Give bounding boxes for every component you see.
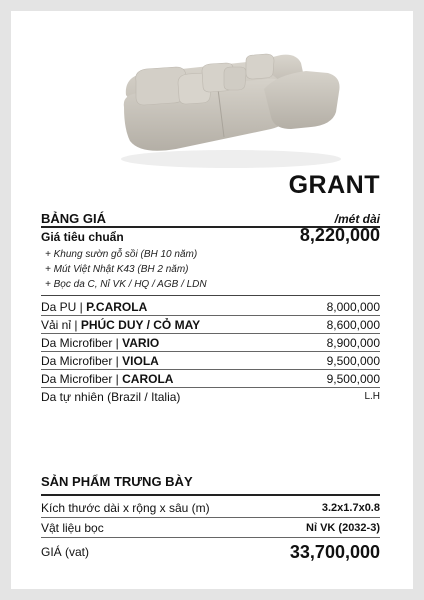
table-row — [41, 388, 380, 405]
product-name: GRANT — [288, 171, 380, 199]
table-row — [41, 352, 380, 370]
table-row — [41, 334, 380, 352]
display-price-label: GIÁ (vat) — [41, 545, 90, 559]
material-price: 8,000,000 — [326, 299, 380, 314]
table-row — [41, 518, 380, 538]
size-label: Kích thước dài x rộng x sâu (m) — [41, 500, 210, 515]
unit-note: /mét dài — [334, 212, 380, 226]
price-list-title: BẢNG GIÁ — [41, 211, 106, 226]
table-row — [41, 316, 380, 334]
material-price: 9,500,000 — [326, 353, 380, 368]
table-row — [41, 538, 380, 566]
price-sheet — [11, 11, 413, 589]
material-price: 8,600,000 — [326, 317, 380, 332]
material-name: Vải nỉ | PHÚC DUY / CỎ MAY — [41, 317, 201, 332]
list-item: + Bọc da C, Nỉ VK / HQ / AGB / LDN — [45, 279, 207, 290]
material-price: 8,900,000 — [326, 335, 380, 350]
table-row — [41, 298, 380, 316]
material-value: Nỉ VK (2032-3) — [306, 521, 380, 534]
display-table — [41, 498, 380, 566]
divider — [41, 494, 380, 496]
standard-price-label: Giá tiêu chuẩn — [41, 230, 124, 244]
table-row — [41, 370, 380, 388]
list-item: + Mút Việt Nhật K43 (BH 2 năm) — [45, 264, 189, 275]
list-item: + Khung sườn gỗ sồi (BH 10 năm) — [45, 249, 198, 260]
material-label: Vật liệu bọc — [41, 520, 104, 535]
table-row — [41, 498, 380, 518]
standard-price-value: 8,220,000 — [299, 225, 380, 245]
display-product-title: SẢN PHẨM TRƯNG BÀY — [41, 474, 193, 489]
price-table — [41, 298, 380, 405]
material-price: L.H — [364, 391, 380, 402]
divider — [41, 295, 380, 296]
material-name: Da Microfiber | CAROLA — [41, 371, 174, 386]
display-price-value: 33,700,000 — [289, 541, 380, 562]
feature-list — [45, 247, 207, 292]
material-name: Da Microfiber | VIOLA — [41, 353, 159, 368]
material-name: Da PU | P.CAROLA — [41, 299, 148, 314]
size-value: 3.2x1.7x0.8 — [321, 501, 380, 514]
material-name: Da tự nhiên (Brazil / Italia) — [41, 389, 181, 404]
material-name: Da Microfiber | VARIO — [41, 335, 160, 350]
sofa-photo — [106, 37, 351, 172]
material-price: 9,500,000 — [326, 371, 380, 386]
